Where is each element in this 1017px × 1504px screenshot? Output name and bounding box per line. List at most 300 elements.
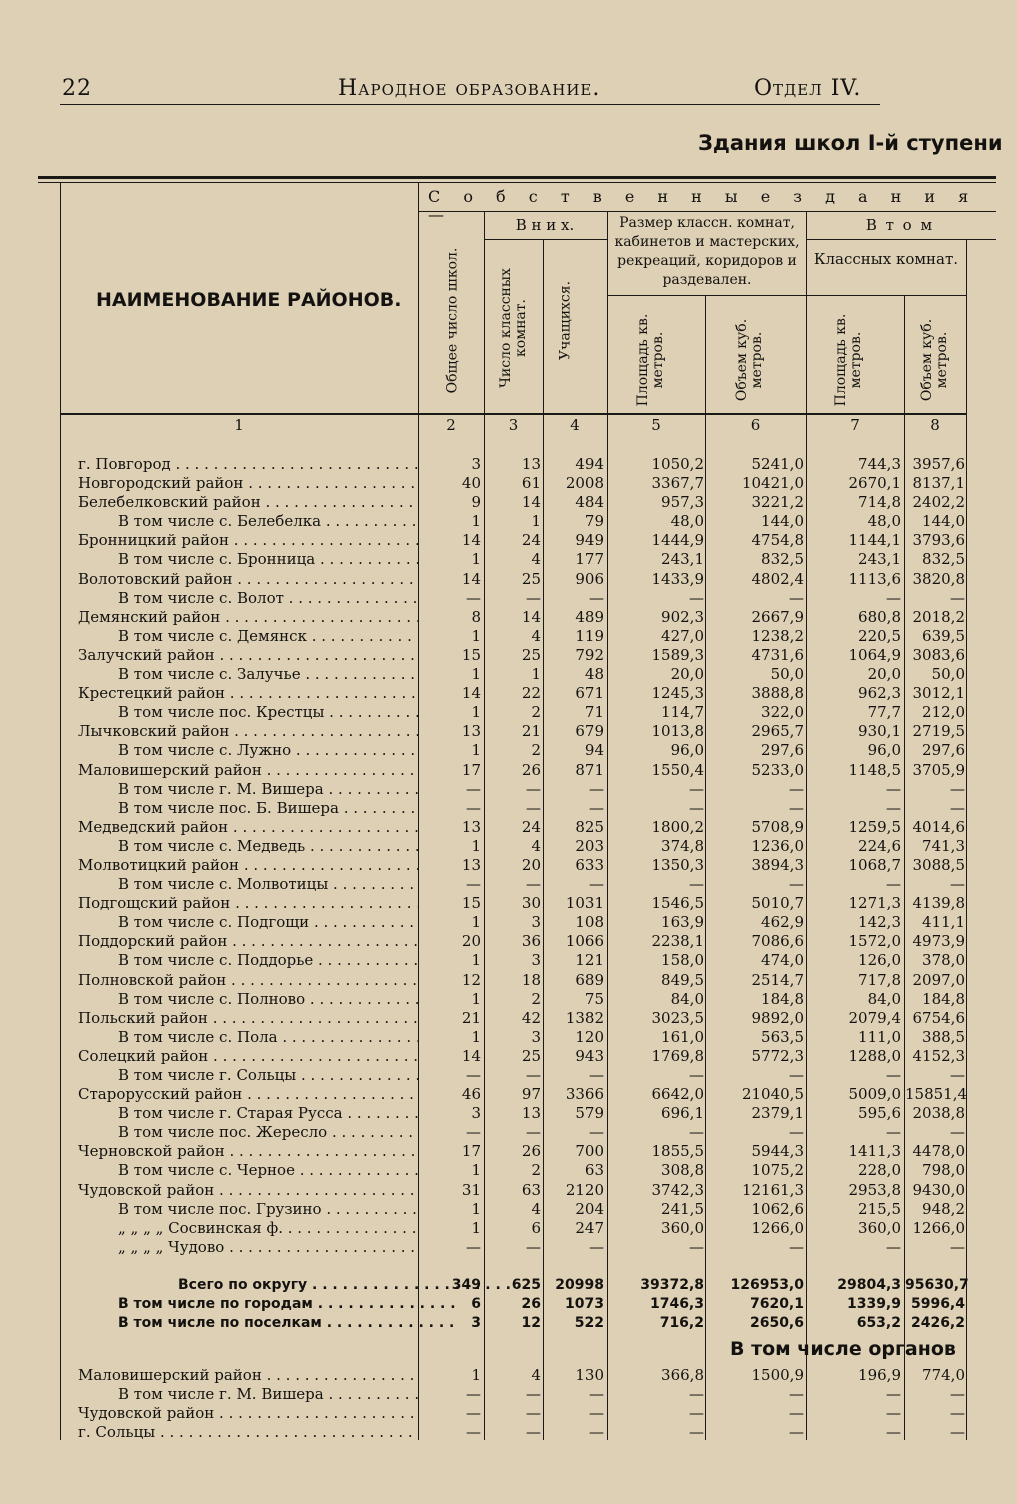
row-value-col7: 29804,3 bbox=[837, 1276, 901, 1293]
row-name: В том числе пос. Б. Вишера . . . bbox=[118, 799, 418, 817]
row-value-col6: 5010,7 bbox=[751, 894, 804, 913]
row-value-col8: 50,0 bbox=[931, 665, 965, 684]
row-value-col8: — bbox=[950, 1066, 965, 1084]
row-value-col2: 3 bbox=[471, 1315, 481, 1332]
row-value-col6: — bbox=[789, 1237, 804, 1256]
row-name: В том числе с. Демянск . . . bbox=[118, 627, 418, 645]
row-value-col6: — bbox=[789, 1385, 804, 1404]
row-value-col6: 2514,7 bbox=[751, 970, 804, 989]
row-value-col3: 4 bbox=[531, 626, 541, 645]
row-value-col7: 1288,0 bbox=[848, 1046, 901, 1065]
row-value-col7: 215,5 bbox=[858, 1199, 901, 1218]
row-value-col7: 84,0 bbox=[867, 989, 901, 1008]
section-label: Отдел IV. bbox=[754, 76, 862, 101]
row-value-col2: 1 bbox=[471, 550, 481, 569]
row-value-col5: 39372,8 bbox=[640, 1276, 704, 1293]
row-value-col7: — bbox=[886, 1066, 901, 1084]
row-value-col3: — bbox=[526, 588, 541, 607]
row-value-col8: 184,8 bbox=[922, 989, 965, 1008]
table-row bbox=[0, 1219, 1017, 1238]
row-name: Польский район . . . bbox=[78, 1009, 418, 1027]
row-value-col4: 633 bbox=[575, 855, 604, 874]
row-value-col7: 96,0 bbox=[867, 741, 901, 760]
row-value-col2: 1 bbox=[471, 512, 481, 531]
col-index-3: 3 bbox=[508, 416, 519, 434]
col-chislo: Число классных комнат. bbox=[498, 268, 529, 388]
table-row bbox=[0, 1296, 1017, 1315]
row-value-col2: 15 bbox=[461, 645, 481, 664]
row-value-col7: 717,8 bbox=[858, 970, 901, 989]
row-value-col7: 77,7 bbox=[867, 703, 901, 722]
row-value-col5: — bbox=[689, 798, 704, 817]
row-value-col2: 1 bbox=[471, 1218, 481, 1237]
table-row bbox=[0, 932, 1017, 951]
row-name: Черновской район . . . bbox=[78, 1142, 418, 1160]
row-name: Крестецкий район . . . bbox=[78, 684, 418, 702]
row-value-col6: 1236,0 bbox=[751, 836, 804, 855]
row-value-col8: 3705,9 bbox=[912, 760, 965, 779]
row-value-col2: 17 bbox=[461, 760, 481, 779]
table-row bbox=[0, 1200, 1017, 1219]
row-value-col6: 12161,3 bbox=[741, 1180, 804, 1199]
row-value-col3: 97 bbox=[521, 1085, 541, 1104]
row-name: Белебелковский район . . . bbox=[78, 493, 418, 511]
row-value-col4: 671 bbox=[575, 684, 604, 703]
row-value-col5: 1769,8 bbox=[651, 1046, 704, 1065]
group-header: С о б с т в е н н ы е з д а н и я — bbox=[428, 187, 978, 224]
row-value-col6: 4754,8 bbox=[751, 531, 804, 550]
row-value-col7: — bbox=[886, 1423, 901, 1442]
row-value-col4: 1382 bbox=[565, 1008, 604, 1027]
row-value-col8: — bbox=[950, 798, 965, 817]
row-value-col3: — bbox=[526, 1404, 541, 1423]
row-value-col4: 1031 bbox=[565, 894, 604, 913]
col-obem: Объем куб. метров. bbox=[734, 318, 765, 402]
row-value-col4: 130 bbox=[575, 1366, 604, 1384]
row-value-col6: 50,0 bbox=[770, 665, 804, 684]
row-value-col2: — bbox=[466, 1423, 481, 1442]
klassnyh-header: Классных комнат. bbox=[813, 250, 959, 268]
col-index-8: 8 bbox=[930, 416, 940, 434]
row-value-col3: 2 bbox=[531, 1161, 541, 1180]
table-row bbox=[0, 627, 1017, 646]
row-value-col4: — bbox=[589, 1423, 604, 1442]
names-header: НАИМЕНОВАНИЕ РАЙОНОВ. bbox=[96, 289, 402, 311]
row-value-col5: 366,8 bbox=[661, 1366, 704, 1384]
row-value-col6: 184,8 bbox=[761, 989, 804, 1008]
row-value-col3: 25 bbox=[521, 569, 541, 588]
row-value-col6: 474,0 bbox=[761, 951, 804, 970]
row-value-col4: 1073 bbox=[565, 1296, 604, 1313]
row-value-col3: 14 bbox=[521, 607, 541, 626]
row-value-col8: 9430,0 bbox=[912, 1180, 965, 1199]
row-value-col2: 40 bbox=[461, 474, 481, 493]
row-value-col5: 114,7 bbox=[661, 703, 704, 722]
row-name: Лычковский район . . . bbox=[78, 722, 418, 740]
row-name: Новгородский район . . . bbox=[78, 474, 418, 492]
row-value-col6: 10421,0 bbox=[741, 474, 804, 493]
row-value-col2: 13 bbox=[461, 855, 481, 874]
row-name: Солецкий район . . . bbox=[78, 1047, 418, 1065]
row-value-col4: 79 bbox=[584, 512, 604, 531]
row-value-col4: 108 bbox=[575, 913, 604, 932]
header-bottom-rule bbox=[60, 413, 966, 415]
row-value-col6: 2667,9 bbox=[751, 607, 804, 626]
row-name: Чудовской район . . . bbox=[78, 1404, 418, 1422]
row-value-col3: 2 bbox=[531, 741, 541, 760]
table-row bbox=[0, 512, 1017, 531]
col-ploshchad-2: Площадь кв. метров. bbox=[833, 313, 864, 407]
row-value-col4: 71 bbox=[584, 703, 604, 722]
row-value-col2: 1 bbox=[471, 1199, 481, 1218]
table-row bbox=[0, 1009, 1017, 1028]
header-rule bbox=[60, 104, 880, 105]
row-value-col6: 21040,5 bbox=[741, 1085, 804, 1104]
row-value-col5: — bbox=[689, 779, 704, 798]
table-row bbox=[0, 741, 1017, 760]
row-value-col6: 832,5 bbox=[761, 550, 804, 569]
row-value-col8: 3012,1 bbox=[912, 684, 965, 703]
row-value-col6: — bbox=[789, 1404, 804, 1423]
row-value-col3: 4 bbox=[531, 1366, 541, 1384]
row-value-col6: 2965,7 bbox=[751, 722, 804, 741]
row-value-col6: 126953,0 bbox=[730, 1276, 804, 1293]
row-value-col2: 20 bbox=[461, 932, 481, 951]
row-value-col7: — bbox=[886, 1385, 901, 1404]
row-value-col6: 297,6 bbox=[761, 741, 804, 760]
row-value-col2: — bbox=[466, 1066, 481, 1084]
row-value-col2: 14 bbox=[461, 569, 481, 588]
row-name: В том числе пос. Крестцы . . . bbox=[118, 703, 418, 721]
row-value-col7: 1339,9 bbox=[846, 1296, 901, 1313]
row-value-col8: 1266,0 bbox=[912, 1218, 965, 1237]
row-value-col3: 2 bbox=[531, 989, 541, 1008]
row-value-col2: — bbox=[466, 1237, 481, 1256]
row-value-col7: 111,0 bbox=[858, 1027, 901, 1046]
row-value-col4: — bbox=[589, 1066, 604, 1084]
row-value-col2: 14 bbox=[461, 531, 481, 550]
row-value-col3: 20 bbox=[521, 855, 541, 874]
row-value-col4: 63 bbox=[584, 1161, 604, 1180]
row-value-col2: — bbox=[466, 1385, 481, 1404]
row-value-col3: 22 bbox=[521, 684, 541, 703]
col-uchashch: Учащихся. bbox=[557, 280, 574, 361]
row-value-col2: — bbox=[466, 779, 481, 798]
row-value-col2: 6 bbox=[471, 1296, 481, 1313]
row-value-col7: 1144,1 bbox=[848, 531, 901, 550]
row-name: В том числе с. Черное . . . bbox=[118, 1161, 418, 1179]
row-value-col4: 489 bbox=[575, 607, 604, 626]
row-value-col7: 595,6 bbox=[858, 1104, 901, 1123]
table-row bbox=[0, 550, 1017, 569]
row-value-col2: 46 bbox=[461, 1085, 481, 1104]
row-value-col2: — bbox=[466, 1123, 481, 1142]
row-value-col8: 3820,8 bbox=[912, 569, 965, 588]
row-value-col3: 4 bbox=[531, 1199, 541, 1218]
row-value-col5: 696,1 bbox=[661, 1104, 704, 1123]
row-name: В том числе по городам . . . bbox=[118, 1296, 458, 1312]
row-value-col7: — bbox=[886, 798, 901, 817]
row-value-col7: — bbox=[886, 1404, 901, 1423]
row-value-col8: 3088,5 bbox=[912, 855, 965, 874]
row-value-col4: — bbox=[589, 798, 604, 817]
row-value-col7: 360,0 bbox=[858, 1218, 901, 1237]
row-value-col7: 2953,8 bbox=[848, 1180, 901, 1199]
row-value-col5: 1746,3 bbox=[649, 1296, 704, 1313]
row-value-col8: 832,5 bbox=[922, 550, 965, 569]
row-name: В том числе с. Пола . . . bbox=[118, 1028, 418, 1046]
row-value-col8: 144,0 bbox=[922, 512, 965, 531]
row-value-col3: 14 bbox=[521, 493, 541, 512]
row-value-col8: 948,2 bbox=[922, 1199, 965, 1218]
section-title: Народное образование. bbox=[338, 76, 601, 101]
row-value-col4: 48 bbox=[584, 665, 604, 684]
row-value-col5: 1444,9 bbox=[651, 531, 704, 550]
row-value-col8: 3793,6 bbox=[912, 531, 965, 550]
row-value-col5: — bbox=[689, 1066, 704, 1084]
row-value-col3: — bbox=[526, 798, 541, 817]
row-value-col7: 126,0 bbox=[858, 951, 901, 970]
row-value-col7: 744,3 bbox=[858, 455, 901, 473]
row-value-col2: 1 bbox=[471, 913, 481, 932]
row-name: В том числе по поселкам . . . bbox=[118, 1315, 458, 1331]
row-value-col7: 48,0 bbox=[867, 512, 901, 531]
row-value-col5: 360,0 bbox=[661, 1218, 704, 1237]
table-row bbox=[0, 761, 1017, 780]
row-value-col8: 297,6 bbox=[922, 741, 965, 760]
row-value-col2: 1 bbox=[471, 665, 481, 684]
row-value-col4: 906 bbox=[575, 569, 604, 588]
row-value-col4: — bbox=[589, 875, 604, 894]
table-row bbox=[0, 971, 1017, 990]
col-index-4: 4 bbox=[570, 416, 580, 434]
row-value-col5: — bbox=[689, 875, 704, 894]
row-value-col3: — bbox=[526, 1123, 541, 1142]
row-value-col3: 3 bbox=[531, 1027, 541, 1046]
table-row bbox=[0, 1238, 1017, 1257]
row-value-col3: 4 bbox=[531, 550, 541, 569]
row-name: Поддорский район . . . bbox=[78, 932, 418, 950]
row-name: В том числе с. Подгощи . . . bbox=[118, 913, 418, 931]
row-value-col2: 14 bbox=[461, 684, 481, 703]
row-name: Волотовский район . . . bbox=[78, 570, 418, 588]
row-value-col8: 15851,4 bbox=[905, 1085, 968, 1104]
row-value-col4: 700 bbox=[575, 1142, 604, 1161]
table-row bbox=[0, 646, 1017, 665]
row-value-col2: 1 bbox=[471, 951, 481, 970]
row-value-col5: 3742,3 bbox=[651, 1180, 704, 1199]
row-value-col8: — bbox=[950, 1237, 965, 1256]
row-value-col8: — bbox=[950, 1423, 965, 1442]
col-index-2: 2 bbox=[446, 416, 456, 434]
table-row bbox=[0, 570, 1017, 589]
row-value-col4: 120 bbox=[575, 1027, 604, 1046]
row-value-col6: — bbox=[789, 1423, 804, 1442]
row-value-col7: 224,6 bbox=[858, 836, 901, 855]
row-name: В том числе с. Бронница . . . bbox=[118, 550, 418, 568]
table-row bbox=[0, 1104, 1017, 1123]
row-value-col7: 714,8 bbox=[858, 493, 901, 512]
row-value-col4: — bbox=[589, 1385, 604, 1404]
row-value-col5: 1245,3 bbox=[651, 684, 704, 703]
row-value-col2: — bbox=[466, 875, 481, 894]
row-value-col4: 494 bbox=[575, 455, 604, 473]
row-value-col8: 8137,1 bbox=[912, 474, 965, 493]
row-value-col6: 4802,4 bbox=[751, 569, 804, 588]
row-value-col8: 4139,8 bbox=[912, 894, 965, 913]
row-value-col5: 3367,7 bbox=[651, 474, 704, 493]
row-name: Подгощский район . . . bbox=[78, 894, 418, 912]
row-value-col6: 1062,6 bbox=[751, 1199, 804, 1218]
table-row bbox=[0, 1028, 1017, 1047]
row-value-col5: 902,3 bbox=[661, 607, 704, 626]
row-value-col6: 1266,0 bbox=[751, 1218, 804, 1237]
row-value-col8: 388,5 bbox=[922, 1027, 965, 1046]
row-value-col6: 5233,0 bbox=[751, 760, 804, 779]
table-row bbox=[0, 1277, 1017, 1296]
row-value-col5: 1350,3 bbox=[651, 855, 704, 874]
row-value-col3: 12 bbox=[521, 1315, 541, 1332]
row-name: В том числе с. Лужно . . . bbox=[118, 741, 418, 759]
row-value-col7: 930,1 bbox=[858, 722, 901, 741]
row-value-col2: 3 bbox=[471, 1104, 481, 1123]
row-value-col7: — bbox=[886, 779, 901, 798]
row-value-col7: 196,9 bbox=[858, 1366, 901, 1384]
row-value-col4: 203 bbox=[575, 836, 604, 855]
col-index-5: 5 bbox=[651, 416, 661, 434]
row-value-col2: 9 bbox=[471, 493, 481, 512]
row-value-col6: — bbox=[789, 798, 804, 817]
table-row bbox=[0, 589, 1017, 608]
organs-rows bbox=[0, 1366, 1017, 1442]
rows-spacer bbox=[0, 1257, 1017, 1277]
row-value-col8: 212,0 bbox=[922, 703, 965, 722]
row-name: Молвотицкий район . . . bbox=[78, 856, 418, 874]
row-value-col3: 18 bbox=[521, 970, 541, 989]
row-value-col7: 1572,0 bbox=[848, 932, 901, 951]
row-value-col2: 1 bbox=[471, 626, 481, 645]
row-value-col8: 3083,6 bbox=[912, 645, 965, 664]
col-obem-2: Объем куб. метров. bbox=[919, 318, 950, 402]
row-value-col4: 3366 bbox=[565, 1085, 604, 1104]
row-name: г. Повгород . . . bbox=[78, 455, 418, 473]
row-name: „ „ „ „ Чудово . . . bbox=[118, 1238, 418, 1256]
row-name: г. Сольцы . . . bbox=[78, 1423, 418, 1441]
row-value-col5: — bbox=[689, 1404, 704, 1423]
table-row bbox=[0, 1366, 1017, 1385]
row-value-col5: 20,0 bbox=[670, 665, 704, 684]
row-value-col4: 177 bbox=[575, 550, 604, 569]
row-value-col4: 94 bbox=[584, 741, 604, 760]
row-value-col3: 21 bbox=[521, 722, 541, 741]
row-value-col4: 949 bbox=[575, 531, 604, 550]
row-value-col3: 625 bbox=[511, 1276, 541, 1293]
row-value-col8: 411,1 bbox=[922, 913, 965, 932]
row-value-col6: 3888,8 bbox=[751, 684, 804, 703]
row-value-col7: 1148,5 bbox=[848, 760, 901, 779]
row-value-col8: 2038,8 bbox=[912, 1104, 965, 1123]
row-value-col8: 639,5 bbox=[922, 626, 965, 645]
row-value-col7: 243,1 bbox=[858, 550, 901, 569]
row-value-col5: 3023,5 bbox=[651, 1008, 704, 1027]
row-value-col7: 228,0 bbox=[858, 1161, 901, 1180]
row-value-col3: 24 bbox=[521, 817, 541, 836]
row-value-col8: 798,0 bbox=[922, 1161, 965, 1180]
row-value-col3: 30 bbox=[521, 894, 541, 913]
organs-title: В том числе органов bbox=[730, 1338, 956, 1360]
row-value-col8: 2018,2 bbox=[912, 607, 965, 626]
row-value-col8: 4478,0 bbox=[912, 1142, 965, 1161]
table-row bbox=[0, 1142, 1017, 1161]
row-value-col2: — bbox=[466, 1404, 481, 1423]
row-value-col8: — bbox=[950, 1123, 965, 1142]
row-value-col4: 204 bbox=[575, 1199, 604, 1218]
row-value-col2: 13 bbox=[461, 722, 481, 741]
row-value-col8: 4014,6 bbox=[912, 817, 965, 836]
row-value-col5: — bbox=[689, 588, 704, 607]
table-row bbox=[0, 799, 1017, 818]
page-number: 22 bbox=[62, 76, 92, 101]
row-value-col5: — bbox=[689, 1123, 704, 1142]
v-nih-header: В н и х. bbox=[515, 216, 575, 234]
table-row bbox=[0, 1315, 1017, 1334]
row-name: Залучский район . . . bbox=[78, 646, 418, 664]
row-value-col5: 96,0 bbox=[670, 741, 704, 760]
table-row bbox=[0, 1423, 1017, 1442]
row-name: В том числе с. Волот . . . bbox=[118, 589, 418, 607]
row-value-col4: — bbox=[589, 1404, 604, 1423]
row-value-col6: 3894,3 bbox=[751, 855, 804, 874]
row-value-col7: 20,0 bbox=[867, 665, 901, 684]
row-value-col6: 4731,6 bbox=[751, 645, 804, 664]
row-value-col4: 484 bbox=[575, 493, 604, 512]
table-row bbox=[0, 913, 1017, 932]
row-value-col4: 792 bbox=[575, 645, 604, 664]
table-row bbox=[0, 684, 1017, 703]
row-value-col5: 84,0 bbox=[670, 989, 704, 1008]
row-name: В том числе г. Сольцы . . . bbox=[118, 1066, 418, 1084]
row-value-col6: — bbox=[789, 1123, 804, 1142]
row-value-col2: 1 bbox=[471, 741, 481, 760]
row-value-col3: 4 bbox=[531, 836, 541, 855]
row-value-col2: 3 bbox=[471, 455, 481, 473]
row-name: Полновской район . . . bbox=[78, 971, 418, 989]
row-value-col5: 48,0 bbox=[670, 512, 704, 531]
row-value-col3: 1 bbox=[531, 665, 541, 684]
row-value-col2: 15 bbox=[461, 894, 481, 913]
row-value-col6: 2379,1 bbox=[751, 1104, 804, 1123]
row-value-col3: 42 bbox=[521, 1008, 541, 1027]
row-value-col6: — bbox=[789, 1066, 804, 1084]
row-value-col3: — bbox=[526, 1237, 541, 1256]
table-row bbox=[0, 1385, 1017, 1404]
table-row bbox=[0, 665, 1017, 684]
row-value-col5: — bbox=[689, 1385, 704, 1404]
row-value-col6: 5944,3 bbox=[751, 1142, 804, 1161]
row-value-col7: 962,3 bbox=[858, 684, 901, 703]
col-index-7: 7 bbox=[850, 416, 860, 434]
row-value-col4: 579 bbox=[575, 1104, 604, 1123]
district-rows bbox=[0, 455, 1017, 1334]
row-name: Маловишерский район . . . bbox=[78, 761, 418, 779]
row-value-col2: 349 bbox=[451, 1276, 481, 1293]
row-value-col5: 161,0 bbox=[661, 1027, 704, 1046]
row-value-col3: 26 bbox=[521, 1142, 541, 1161]
table-row bbox=[0, 1066, 1017, 1085]
table-row bbox=[0, 894, 1017, 913]
row-value-col2: — bbox=[466, 798, 481, 817]
row-value-col3: 2 bbox=[531, 703, 541, 722]
